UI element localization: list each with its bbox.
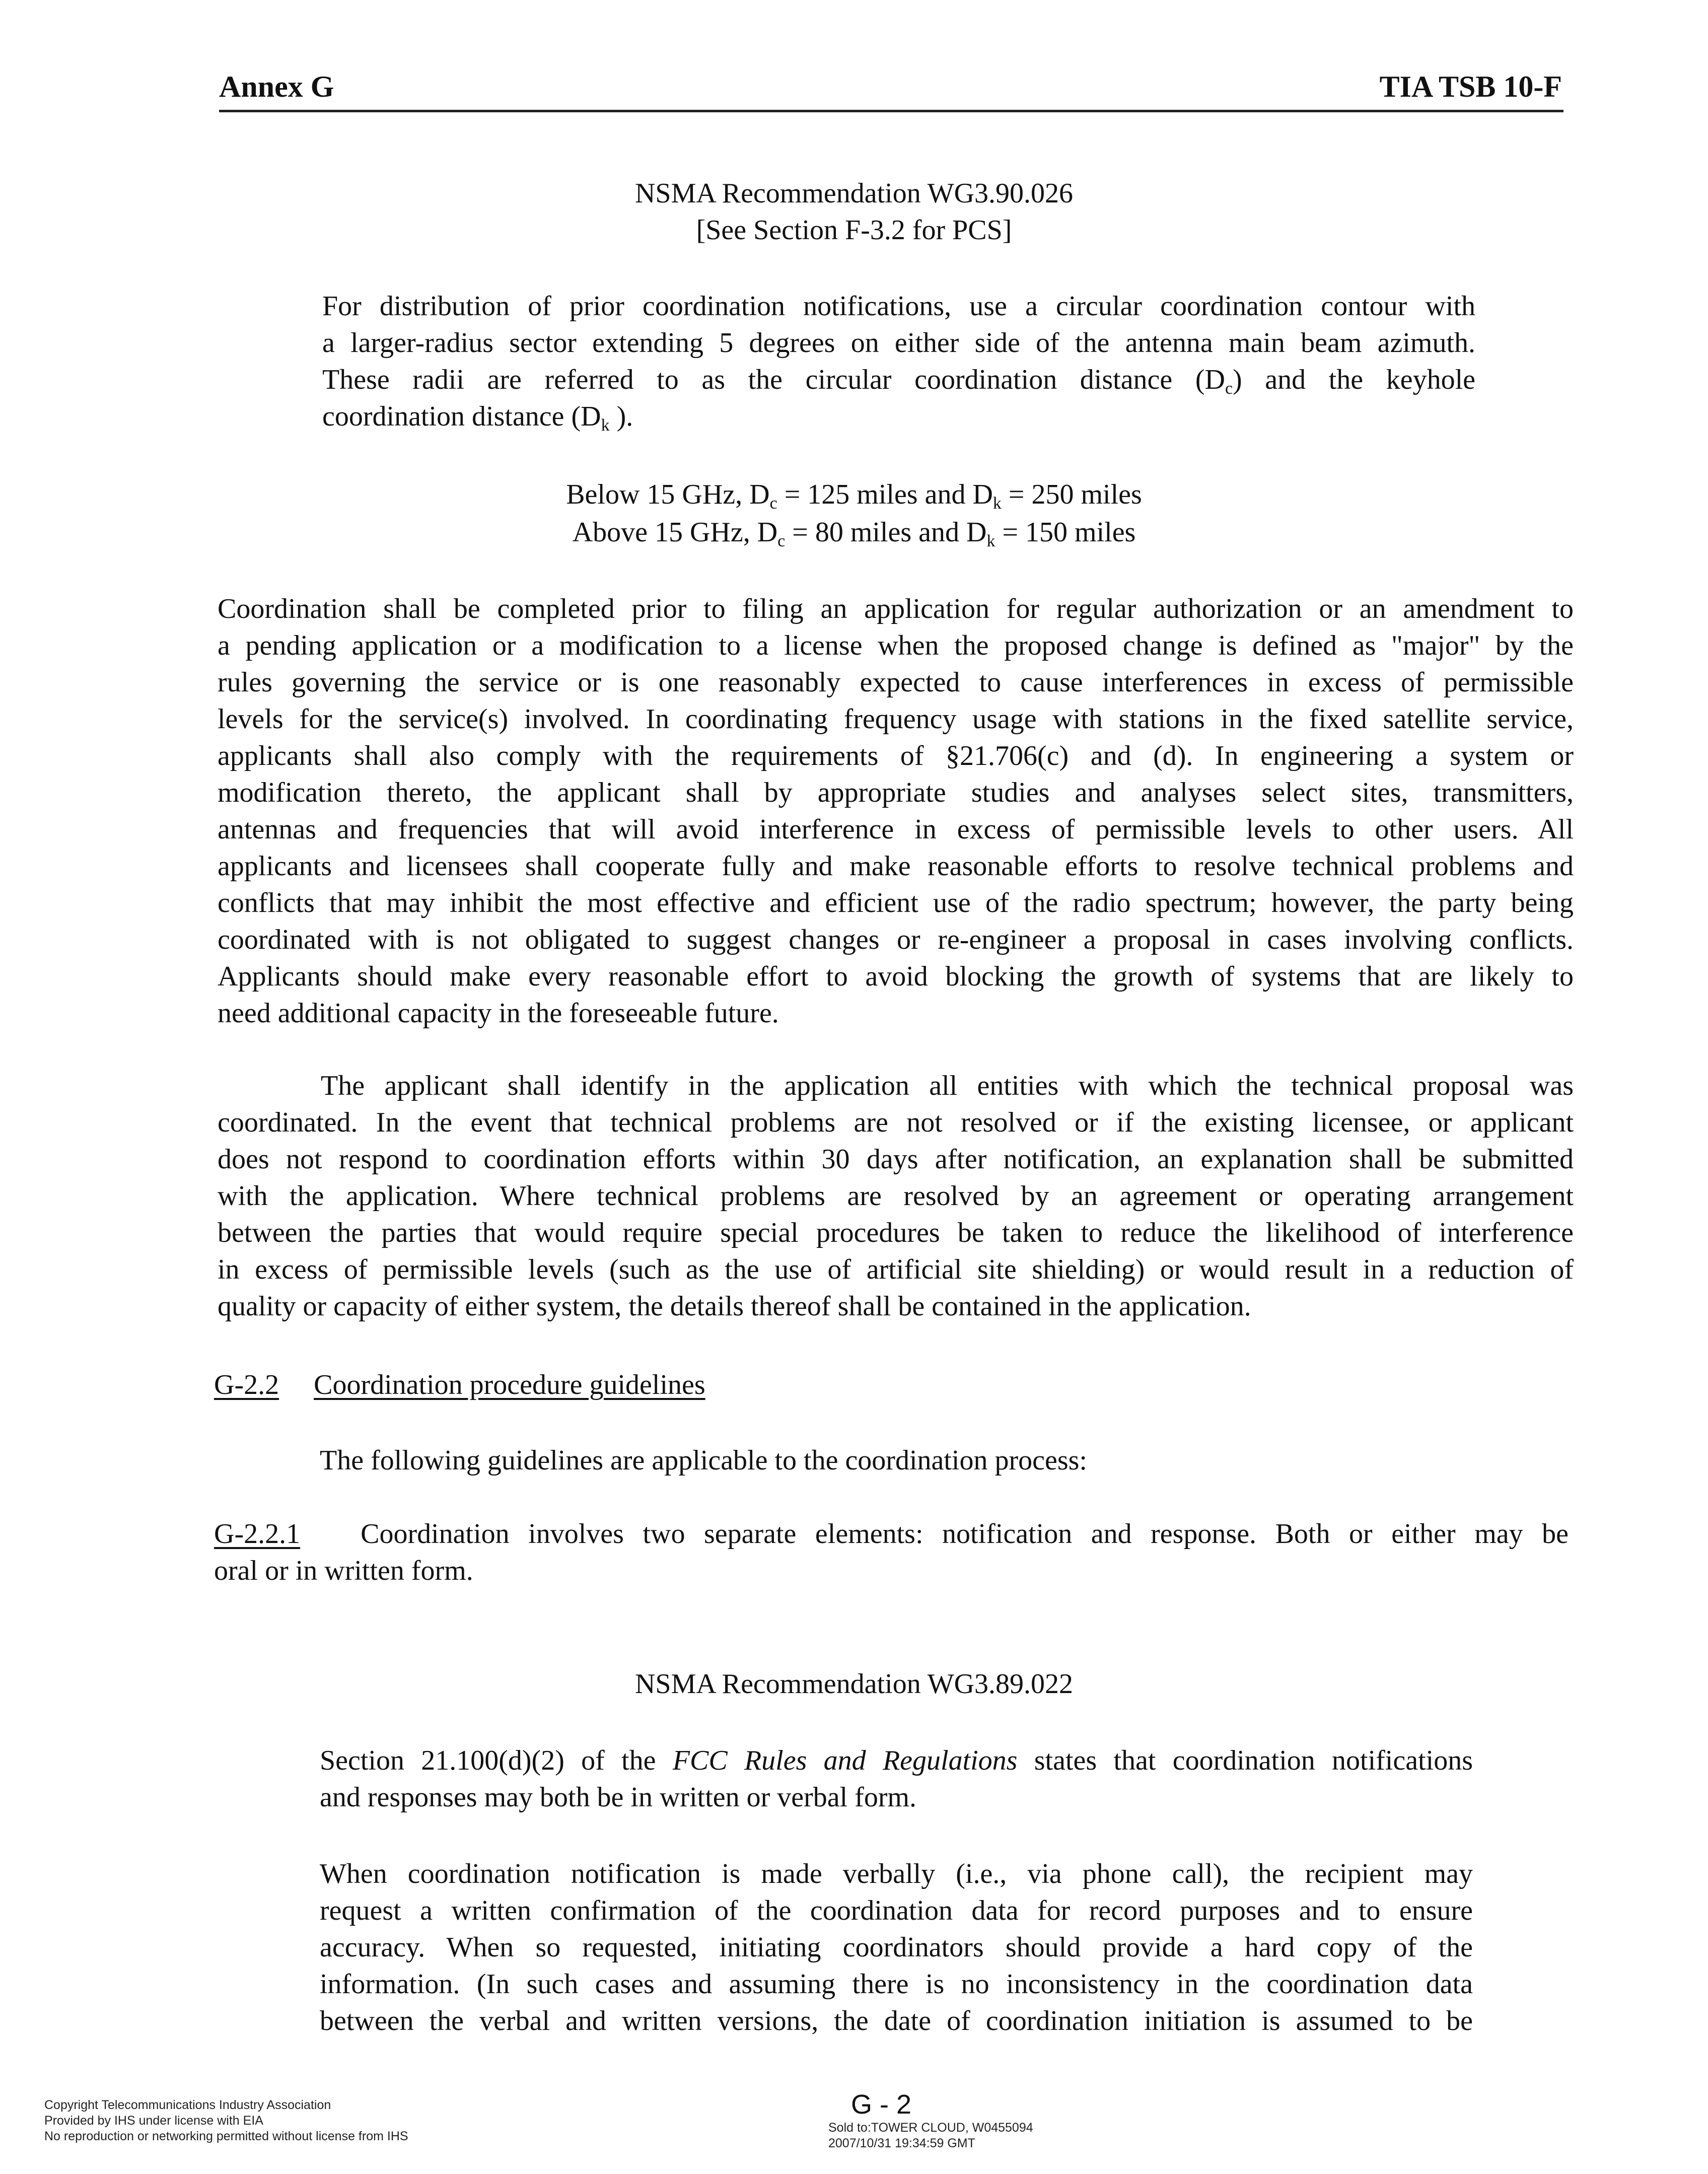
copyright-line: No reproduction or networking permitted without license from IHS: [44, 2129, 408, 2143]
text-line: coordinated. In the event that technical problems are not resolved or if the existing licensee, or applicant: [218, 1107, 1574, 1138]
distance-line-above-15ghz: Above 15 GHz, $D_c = 80$ miles and $D_k = 150$ miles: [572, 517, 1136, 550]
text-line: These radii are referred to as the circular coordination distance $(D_c)$ and the keyhole: [322, 364, 1476, 398]
text-line: antennas and frequencies that will avoid interference in excess of permissible levels to other users. All: [218, 814, 1574, 845]
timestamp-line: 2007/10/31 19:34:59 GMT: [828, 2136, 975, 2150]
recommendation-paragraph-2b: [320, 1856, 1473, 2040]
text-line: oral or in written form.: [214, 1555, 473, 1586]
text-line: and responses may both be in written or verbal form.: [320, 1782, 917, 1813]
section-number: G-2.2: [214, 1369, 279, 1400]
text-line: Section 21.100(d)(2) of the FCC Rules and Regulations states that coordination notifications: [320, 1745, 1473, 1776]
text-line: a pending application or a modification to a license when the proposed change is defined as "major" by the: [218, 630, 1574, 661]
sold-to-line: Sold to:TOWER CLOUD, W0455094: [828, 2121, 1033, 2135]
section-title: Coordination procedure guidelines: [314, 1369, 705, 1400]
text-line: quality or capacity of either system, the details thereof shall be contained in the application.: [218, 1291, 1251, 1322]
text-line: applicants and licensees shall cooperate fully and make reasonable efforts to resolve technical problems and: [218, 851, 1574, 882]
section-heading-g-2-2: [214, 1369, 705, 1401]
header-rule: [219, 110, 1563, 112]
text-line: G-2.2.1 Coordination involves two separate elements: notification and response. Both or either may be: [214, 1518, 1569, 1550]
text-line: applicants shall also comply with the requirements of §21.706(c) and (d). In engineering a system or: [218, 740, 1574, 772]
text-line: modification thereto, the applicant shall by appropriate studies and analyses select sites, transmitters,: [218, 777, 1574, 808]
copyright-line: Copyright Telecommunications Industry Association: [44, 2098, 331, 2112]
text-line: For distribution of prior coordination notifications, use a circular coordination contour with: [322, 291, 1475, 322]
text-line: a larger-radius sector extending 5 degrees on either side of the antenna main beam azimuth.: [322, 327, 1475, 359]
recommendation-title-1: NSMA Recommendation WG3.90.026: [634, 178, 1074, 209]
text-line: Coordination shall be completed prior to filing an application for regular authorization or an amendment to: [218, 593, 1574, 624]
text-line: Applicants should make every reasonable effort to avoid blocking the growth of systems that are likely to: [218, 961, 1574, 992]
text-line: coordination distance ($D_k$ ).: [322, 401, 633, 435]
running-header-left: Annex G: [219, 70, 334, 103]
copyright-line: Provided by IHS under license with EIA: [44, 2114, 263, 2128]
distance-line-below-15ghz: Below 15 GHz, $D_c = 125$ miles and $D_k = 250$ miles: [566, 479, 1142, 513]
section-g-2-2-1: [214, 1516, 1569, 1589]
recommendation-paragraph-1: [322, 288, 1475, 435]
text-line: When coordination notification is made verbally (i.e., via phone call), the recipient may: [320, 1858, 1473, 1889]
text-line: levels for the service(s) involved. In coordinating frequency usage with stations in the fixed satellite service,: [218, 704, 1574, 735]
applicant-paragraph: [218, 1068, 1574, 1325]
text-line: conflicts that may inhibit the most effective and efficient use of the radio spectrum; however, the party being: [218, 887, 1574, 919]
text-line: The applicant shall identify in the application all entities with which the technical proposal was: [321, 1070, 1574, 1101]
guidelines-intro: The following guidelines are applicable to the coordination process:: [320, 1445, 1087, 1476]
text-line: information. (In such cases and assuming there is no inconsistency in the coordination data: [320, 1969, 1473, 2000]
text-line: in excess of permissible levels (such as the use of artificial site shielding) or would result in a reduction of: [218, 1254, 1574, 1285]
text-line: rules governing the service or is one reasonably expected to cause interferences in excess of permissible: [218, 667, 1574, 698]
sold-to-notice: [828, 2120, 1033, 2151]
page-number: G - 2: [851, 2089, 912, 2120]
text-line: between the parties that would require special procedures be taken to reduce the likelihood of interference: [218, 1217, 1574, 1248]
text-line: coordinated with is not obligated to suggest changes or re-engineer a proposal in cases involving conflicts.: [218, 924, 1574, 955]
copyright-notice: [44, 2097, 408, 2144]
text-line: accuracy. When so requested, initiating coordinators should provide a hard copy of the: [320, 1932, 1473, 1963]
text-line: need additional capacity in the foreseeable future.: [218, 998, 779, 1029]
section-number: G-2.2.1: [214, 1518, 301, 1550]
coordination-paragraph: [218, 591, 1574, 1032]
recommendation-title-2: NSMA Recommendation WG3.89.022: [634, 1668, 1074, 1700]
recommendation-paragraph-2a: [320, 1742, 1473, 1816]
text-line: between the verbal and written versions, the date of coordination initiation is assumed to be: [320, 2005, 1473, 2037]
text-line: does not respond to coordination efforts within 30 days after notification, an explanation shall be submitted: [218, 1144, 1574, 1175]
recommendation-subtitle-1: [See Section F-3.2 for PCS]: [696, 215, 1012, 246]
running-header-right: TIA TSB 10-F: [1379, 70, 1562, 103]
text-line: request a written confirmation of the coordination data for record purposes and to ensure: [320, 1895, 1473, 1926]
text-line: with the application. Where technical problems are resolved by an agreement or operating arrangement: [218, 1180, 1574, 1212]
